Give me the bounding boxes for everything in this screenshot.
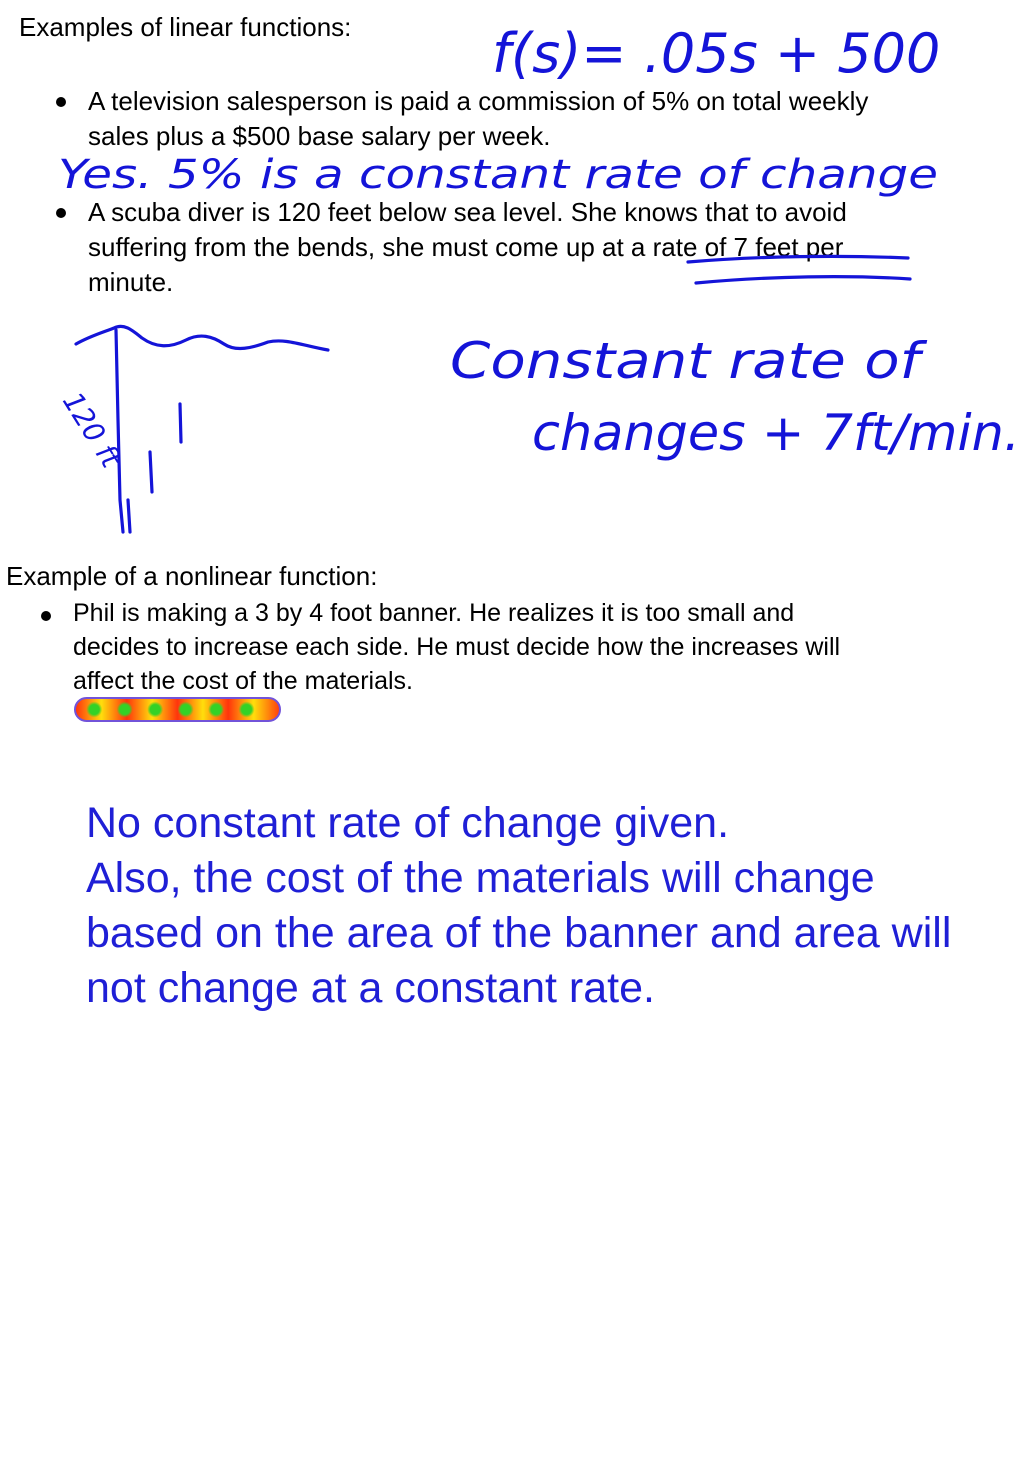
highlighter-stroke — [74, 697, 281, 722]
answer-line: Also, the cost of the materials will change — [86, 854, 875, 902]
diver-tick-sketch — [128, 500, 130, 532]
sea-level-wave-sketch — [76, 326, 328, 350]
banner-bullet — [73, 596, 1023, 698]
bullet-line: A television salesperson is paid a commission of 5% on total weekly — [88, 86, 869, 116]
scuba-diver-bullet — [88, 195, 1024, 300]
answer-line: based on the area of the banner and area will — [86, 909, 952, 957]
bullet-line: Phil is making a 3 by 4 foot banner. He realizes it is too small and — [73, 599, 795, 627]
linear-functions-heading: Examples of linear functions: — [19, 12, 352, 42]
depth-line-sketch — [116, 330, 123, 532]
handwritten-diver-note-line1: Constant rate of — [450, 332, 928, 390]
bullet-dot — [56, 97, 66, 107]
television-salesperson-bullet — [88, 84, 1024, 154]
bullet-line: suffering from the bends, she must come up at a rate of 7 feet per — [88, 232, 844, 262]
handwritten-formula: f(s)= .05s + 500 — [492, 22, 941, 85]
nonlinear-function-heading: Example of a nonlinear function: — [6, 561, 378, 591]
handwritten-commission-note: Yes. 5% is a constant rate of change — [58, 152, 938, 198]
answer-line: not change at a constant rate. — [86, 964, 655, 1012]
handwritten-diver-note-line2: changes + 7ft/min. — [532, 404, 1020, 462]
bullet-line: affect the cost of the materials. — [73, 667, 413, 695]
typed-answer-text — [86, 796, 1022, 1016]
bullet-line: A scuba diver is 120 feet below sea level. She knows that to avoid — [88, 197, 847, 227]
bullet-dot — [56, 208, 66, 218]
diver-tick-sketch — [150, 452, 152, 492]
handwritten-depth-label: 120 ft — [56, 386, 129, 475]
bullet-line: decides to increase each side. He must decide how the increases will — [73, 633, 841, 661]
bullet-dot — [41, 611, 51, 621]
diver-tick-sketch — [180, 404, 181, 442]
bullet-line: sales plus a $500 base salary per week. — [88, 121, 551, 151]
answer-line: No constant rate of change given. — [86, 799, 730, 847]
bullet-line: minute. — [88, 267, 174, 297]
